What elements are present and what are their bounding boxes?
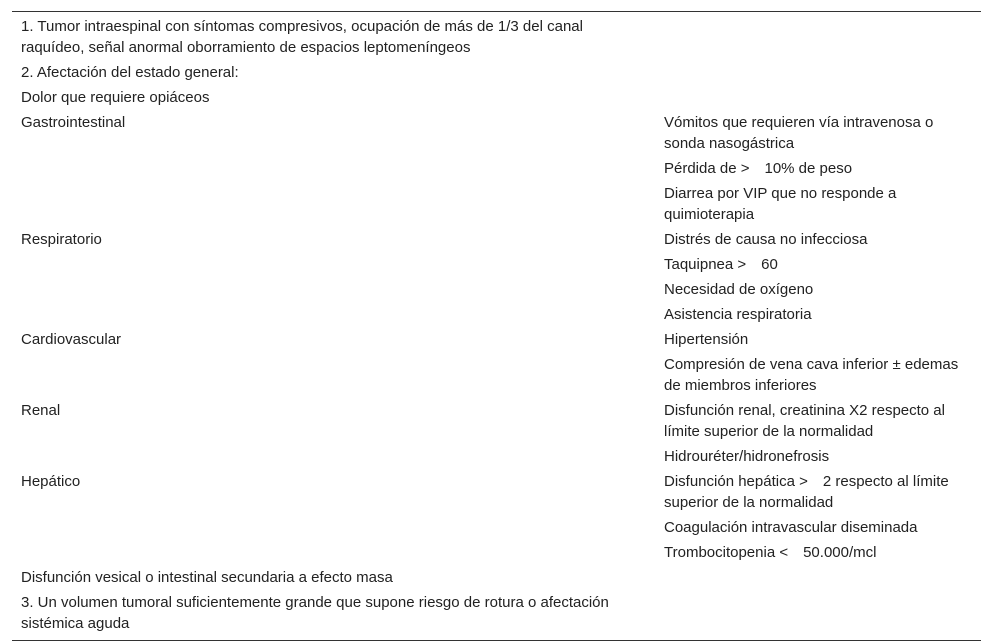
criteria-table: [12, 12, 981, 640]
table-row: [12, 110, 981, 156]
detail-cell: [655, 565, 981, 590]
criterion-cell: 3. Un volumen tumoral suficientemente grande que supone riesgo de rotura o afectación sistémica aguda: [21, 594, 609, 632]
detail-cell: [655, 85, 981, 110]
table-row: [12, 12, 981, 60]
criterion-cell: Dolor que requiere opiáceos: [21, 89, 210, 106]
table-row: [12, 540, 981, 565]
criterion-cell: 2. Afectación del estado general:: [21, 64, 239, 81]
detail-cell: Taquipnea > 60: [664, 256, 778, 273]
criterion-cell: Renal: [21, 402, 61, 419]
detail-cell: Disfunción hepática > 2 respecto al límite superior de la normalidad: [664, 473, 949, 511]
criterion-cell: [12, 252, 655, 277]
detail-cell: Vómitos que requieren vía intravenosa o sonda nasogástrica: [664, 114, 934, 152]
criterion-cell: [12, 444, 655, 469]
detail-cell: Compresión de vena cava inferior ± edemas de miembros inferiores: [664, 356, 959, 394]
detail-cell: Disfunción renal, creatinina X2 respecto al límite superior de la normalidad: [664, 402, 945, 440]
table-row: [12, 515, 981, 540]
criterion-cell: Cardiovascular: [21, 331, 122, 348]
detail-cell: [655, 590, 981, 640]
criteria-table-body: [12, 12, 981, 640]
table-row: [12, 444, 981, 469]
detail-cell: Trombocitopenia < 50.000/mcl: [664, 544, 877, 561]
detail-cell: Hidrouréter/hidronefrosis: [664, 448, 830, 465]
table-row: [12, 398, 981, 444]
table-row: [12, 469, 981, 515]
detail-cell: Distrés de causa no infecciosa: [664, 231, 868, 248]
criterion-cell: Hepático: [21, 473, 81, 490]
detail-cell: Asistencia respiratoria: [664, 306, 812, 323]
table-row: [12, 590, 981, 640]
table-row: [12, 565, 981, 590]
detail-cell: [655, 60, 981, 85]
criterion-cell: Gastrointestinal: [21, 114, 126, 131]
table-row: [12, 302, 981, 327]
criterion-cell: Respiratorio: [21, 231, 102, 248]
detail-cell: Necesidad de oxígeno: [664, 281, 814, 298]
detail-cell: Diarrea por VIP que no responde a quimioterapia: [664, 185, 897, 223]
criterion-cell: [12, 156, 655, 181]
detail-cell: Hipertensión: [664, 331, 749, 348]
criterion-cell: [12, 515, 655, 540]
criteria-table-container: [12, 11, 981, 641]
table-row: [12, 277, 981, 302]
detail-cell: Pérdida de > 10% de peso: [664, 160, 853, 177]
table-row: [12, 327, 981, 352]
table-row: [12, 227, 981, 252]
criterion-cell: [12, 352, 655, 398]
table-row: [12, 252, 981, 277]
table-row: [12, 60, 981, 85]
table-row: [12, 352, 981, 398]
criterion-cell: Disfunción vesical o intestinal secundaria a efecto masa: [21, 569, 393, 586]
table-row: [12, 156, 981, 181]
criterion-cell: [12, 302, 655, 327]
criterion-cell: [12, 181, 655, 227]
table-row: [12, 181, 981, 227]
criterion-cell: [12, 540, 655, 565]
detail-cell: Coagulación intravascular diseminada: [664, 519, 918, 536]
table-row: [12, 85, 981, 110]
detail-cell: [655, 12, 981, 60]
criterion-cell: [12, 277, 655, 302]
criterion-cell: 1. Tumor intraespinal con síntomas compresivos, ocupación de más de 1/3 del canal raquídeo, señal anormal oborramiento de espacios leptomeníngeos: [21, 18, 583, 56]
